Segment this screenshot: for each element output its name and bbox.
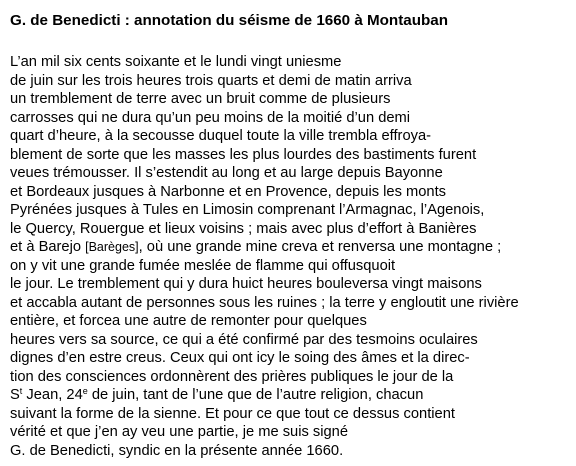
text-line: veues trémousser. Il s’estendit au long et au large depuis Bayonne	[10, 165, 443, 181]
text-line-with-superscripts	[10, 386, 519, 405]
text-line: carrosses qui ne dura qu’un peu moins de la moitié d’un demi	[10, 109, 411, 126]
text-line: et accabla autant de personnes sous les ruines ; la terre y engloutit une rivière	[10, 294, 519, 311]
text-line: on y vit une grande fumée meslée de flamme qui offusquoit	[10, 257, 396, 274]
text-line: vérité et que j’en ay veu une partie, je me suis signé	[10, 424, 349, 440]
editorial-annotation: [Barèges]	[85, 240, 139, 254]
text-segment: de juin, tant de l’une que de l’autre religion, chacun	[87, 387, 424, 403]
text-line-with-annotation	[10, 238, 519, 257]
text-line: suivant la forme de la sienne. Et pour ce que tout ce dessus contient	[10, 405, 455, 422]
page-title: G. de Benedicti : annotation du séisme de 1660 à Montauban	[10, 12, 448, 29]
text-line: de juin sur les trois heures trois quarts et demi de matin arriva	[10, 72, 412, 89]
superscript: e	[82, 386, 88, 396]
text-line: et Bordeaux jusques à Narbonne et en Provence, depuis les monts	[10, 183, 446, 200]
text-segment: et à Barejo	[10, 239, 86, 255]
text-line: blement de sorte que les masses les plus lourdes des bastiments furent	[10, 146, 477, 163]
text-line: le jour. Le tremblement qui y dura huict heures bouleversa vingt maisons	[10, 276, 482, 292]
text-line: un tremblement de terre avec un bruit comme de plusieurs	[10, 91, 391, 107]
text-line: heures vers sa source, ce qui a été confirmé par des tesmoins oculaires	[10, 331, 478, 348]
text-line: quart d’heure, à la secousse duquel toute la ville trembla effroya-	[10, 128, 432, 144]
text-line-signature: G. de Benedicti, syndic en la présente année 1660.	[10, 442, 344, 459]
document-body	[10, 53, 519, 460]
text-line: tion des consciences ordonnèrent des prières publiques le jour de la	[10, 368, 454, 385]
text-segment: Jean, 24	[22, 387, 83, 403]
text-line: entière, et forcea une autre de remonter pour quelques	[10, 313, 367, 329]
text-segment: S	[10, 387, 20, 403]
text-line: Pyrénées jusques à Tules en Limosin comprenant l’Armagnac, l’Agenois,	[10, 202, 485, 218]
text-line: le Quercy, Rouergue et lieux voisins ; mais avec plus d’effort à Banières	[10, 220, 477, 237]
text-line: L’an mil six cents soixante et le lundi vingt uniesme	[10, 54, 342, 70]
superscript: t	[19, 386, 23, 396]
text-line: dignes d’en estre creus. Ceux qui ont icy le soing des âmes et la direc-	[10, 350, 470, 366]
text-segment: , où une grande mine creva et renversa une montagne ;	[138, 239, 502, 255]
